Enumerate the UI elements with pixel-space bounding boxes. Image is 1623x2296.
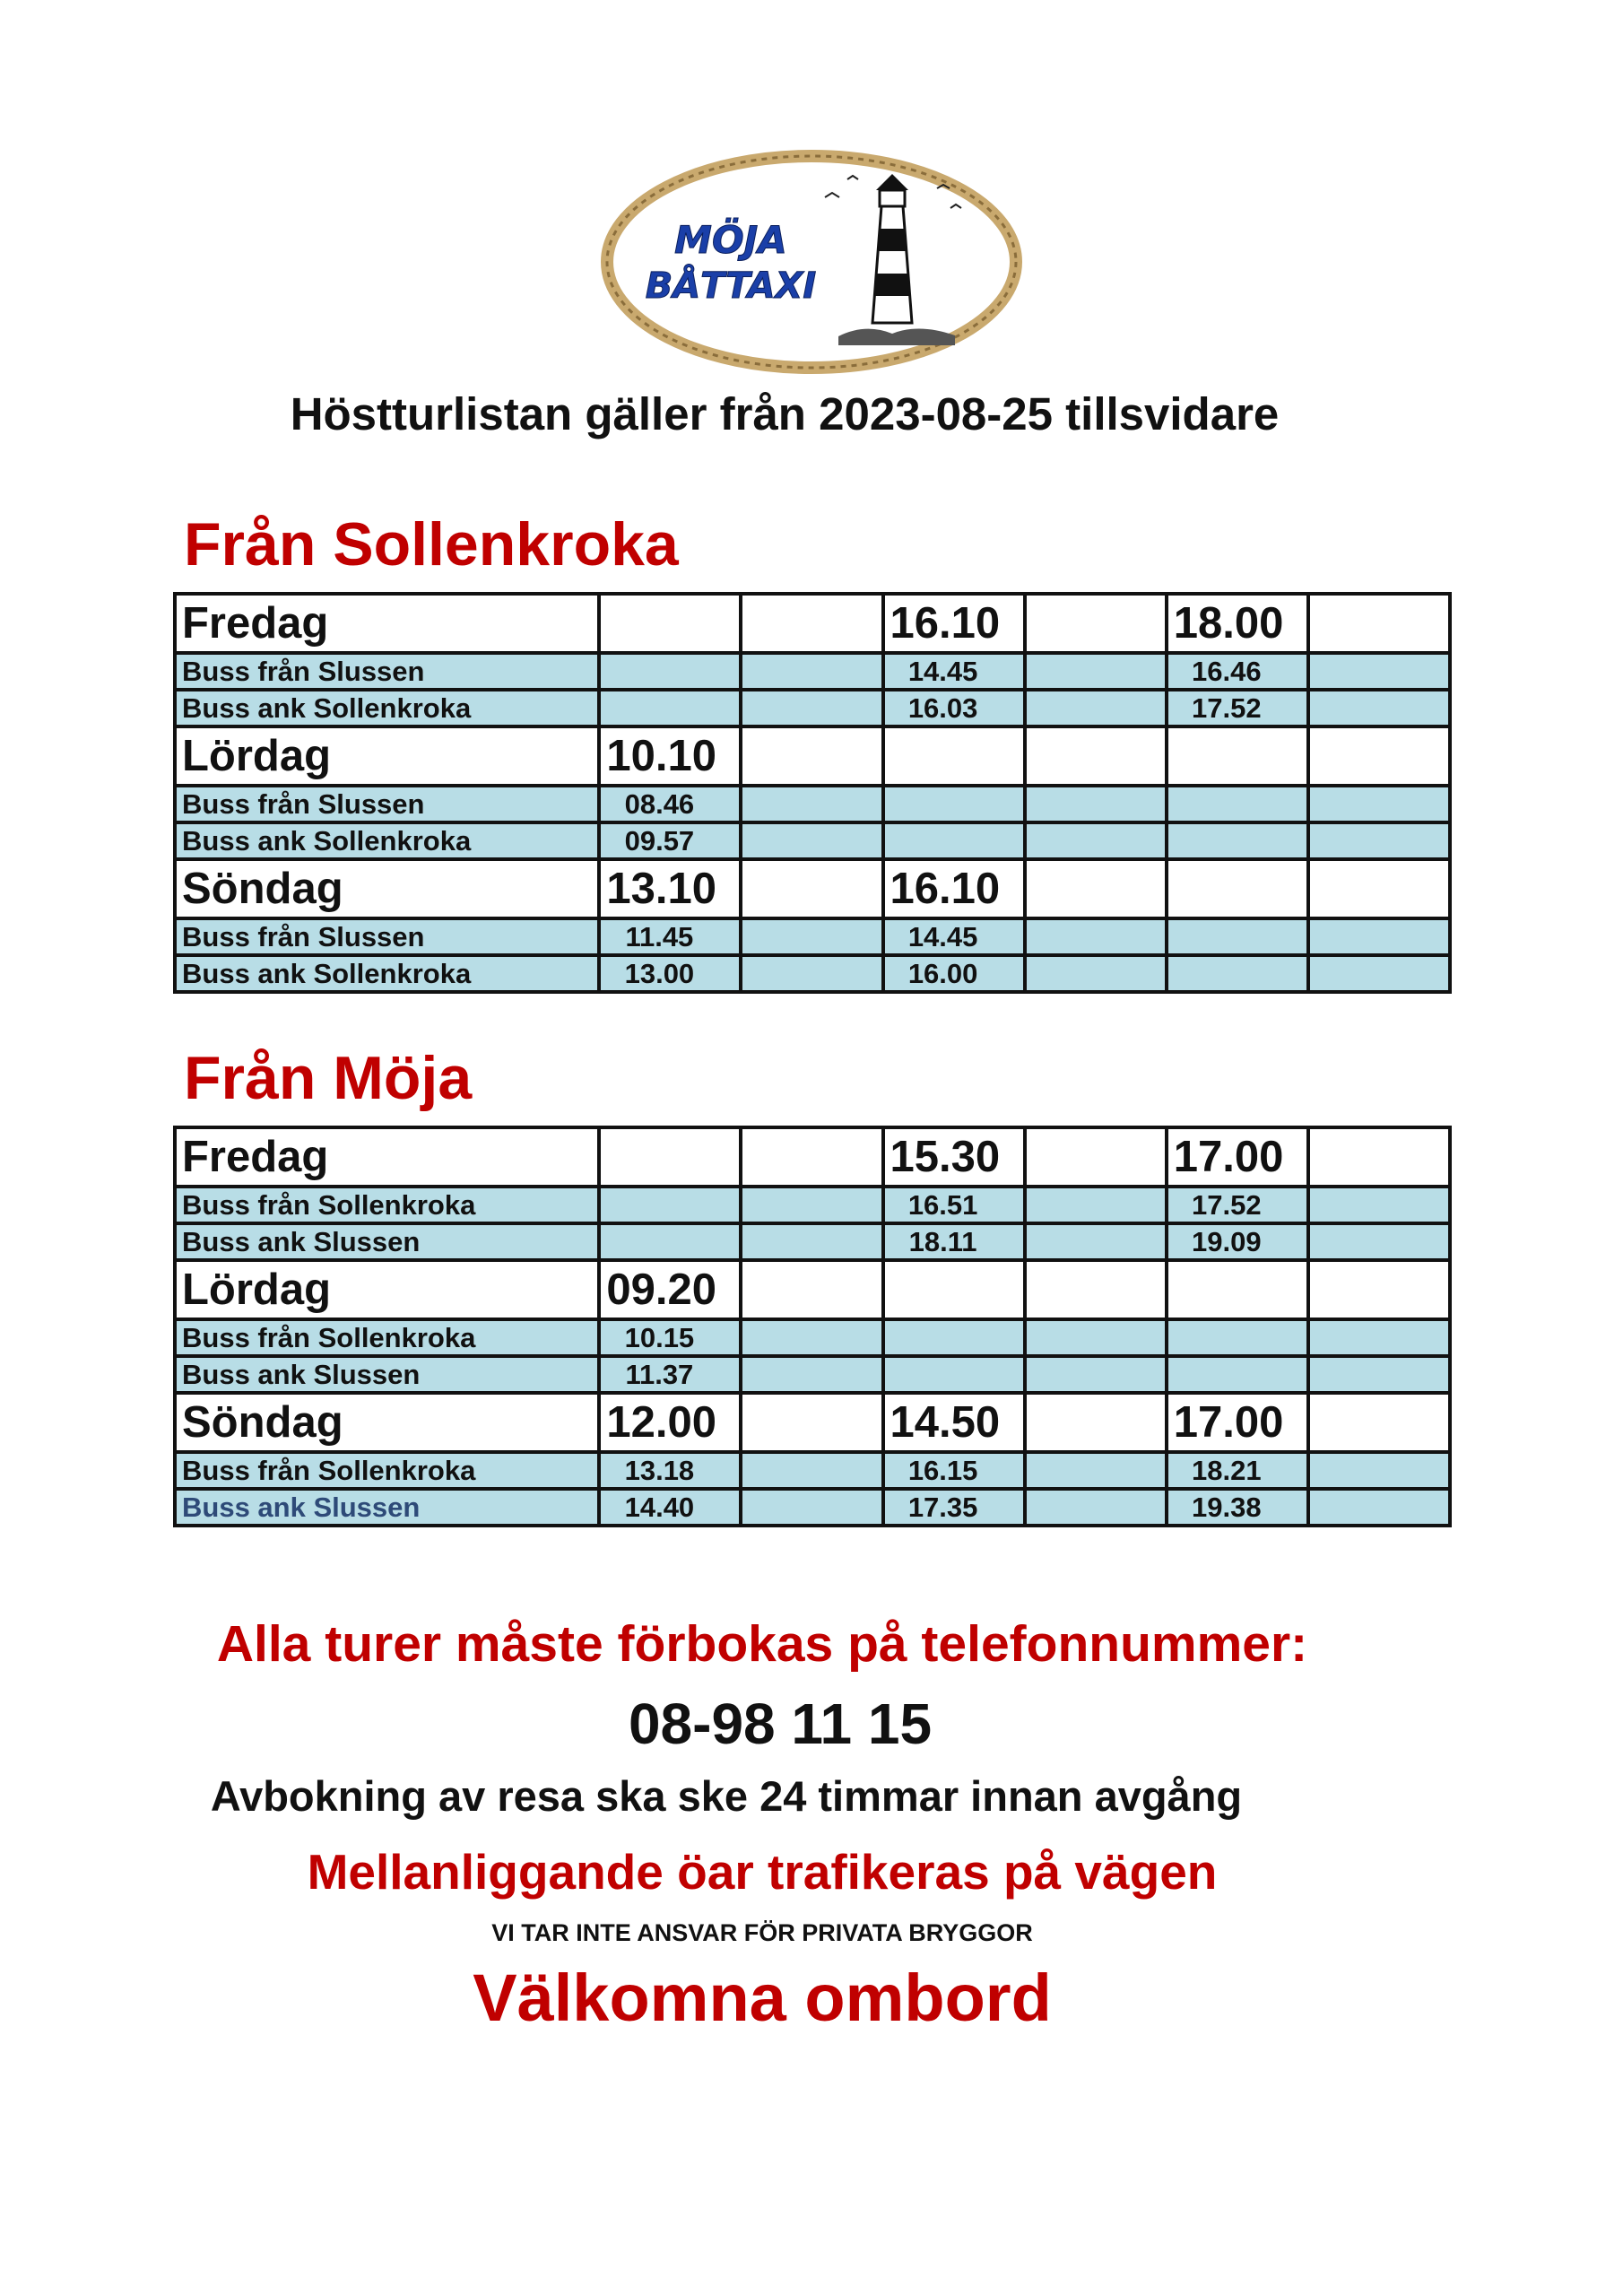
time-cell: 16.00	[883, 955, 1025, 992]
time-cell	[741, 653, 882, 690]
cancellation-notice: Avbokning av resa ska ske 24 timmar innan avgång	[210, 1772, 1243, 1820]
bus-row	[175, 690, 1450, 726]
bus-label: Buss från Sollenkroka	[175, 1319, 599, 1356]
time-cell	[599, 1187, 741, 1223]
time-cell	[1167, 955, 1308, 992]
time-cell	[1308, 822, 1450, 859]
time-cell	[1308, 918, 1450, 955]
time-cell	[1025, 1452, 1167, 1489]
section-title-sollenkroka: Från Sollenkroka	[184, 510, 679, 578]
time-cell	[741, 1356, 882, 1393]
time-cell	[1025, 1489, 1167, 1526]
time-cell	[883, 1356, 1025, 1393]
time-cell: 17.35	[883, 1489, 1025, 1526]
time-cell	[1308, 690, 1450, 726]
bus-row	[175, 1489, 1450, 1526]
time-cell	[1308, 1489, 1450, 1526]
welcome-message: Välkomna ombord	[473, 1961, 1052, 2035]
time-cell: 16.10	[883, 594, 1025, 653]
time-cell: 18.00	[1167, 594, 1308, 653]
day-row	[175, 859, 1450, 918]
time-cell: 14.40	[599, 1489, 741, 1526]
time-cell: 14.50	[883, 1393, 1025, 1452]
time-cell	[1025, 1223, 1167, 1260]
time-cell	[883, 786, 1025, 822]
time-cell: 14.45	[883, 653, 1025, 690]
time-cell: 16.46	[1167, 653, 1308, 690]
time-cell	[1308, 594, 1450, 653]
time-cell: 17.52	[1167, 1187, 1308, 1223]
time-cell	[1025, 859, 1167, 918]
bus-label: Buss ank Sollenkroka	[175, 955, 599, 992]
time-cell: 10.10	[599, 726, 741, 786]
bus-row	[175, 822, 1450, 859]
time-cell	[741, 1187, 882, 1223]
time-cell	[1167, 1356, 1308, 1393]
time-cell: 10.15	[599, 1319, 741, 1356]
day-label: Söndag	[175, 859, 599, 918]
time-cell	[599, 690, 741, 726]
schedule-validity-title: Höstturlistan gäller från 2023-08-25 tillsvidare	[290, 388, 1280, 439]
day-label: Fredag	[175, 1127, 599, 1187]
time-cell: 17.00	[1167, 1393, 1308, 1452]
time-cell	[1167, 726, 1308, 786]
islands-notice: Mellanliggande öar trafikeras på vägen	[307, 1844, 1218, 1900]
time-cell: 13.00	[599, 955, 741, 992]
time-cell	[1308, 1187, 1450, 1223]
time-cell	[1167, 1319, 1308, 1356]
time-cell: 19.38	[1167, 1489, 1308, 1526]
day-label: Lördag	[175, 726, 599, 786]
time-cell	[741, 1223, 882, 1260]
time-cell	[741, 1452, 882, 1489]
day-row	[175, 1260, 1450, 1319]
time-cell: 09.57	[599, 822, 741, 859]
time-cell: 13.10	[599, 859, 741, 918]
time-cell: 18.11	[883, 1223, 1025, 1260]
time-cell	[1308, 786, 1450, 822]
time-cell	[741, 1127, 882, 1187]
time-cell: 15.30	[883, 1127, 1025, 1187]
bus-label: Buss ank Slussen	[175, 1223, 599, 1260]
time-cell: 17.00	[1167, 1127, 1308, 1187]
bus-label: Buss från Slussen	[175, 918, 599, 955]
logo-line1: MÖJA	[674, 218, 787, 262]
timetable-from-moja	[173, 1126, 1452, 1527]
time-cell	[1025, 1356, 1167, 1393]
booking-notice: Alla turer måste förbokas på telefonnummer:	[216, 1615, 1308, 1673]
bus-row	[175, 1356, 1450, 1393]
day-label: Fredag	[175, 594, 599, 653]
time-cell	[1167, 918, 1308, 955]
bus-row	[175, 1223, 1450, 1260]
time-cell	[883, 822, 1025, 859]
bus-label: Buss från Slussen	[175, 653, 599, 690]
time-cell	[1308, 1319, 1450, 1356]
time-cell	[741, 1319, 882, 1356]
bus-label: Buss från Slussen	[175, 786, 599, 822]
time-cell	[1025, 594, 1167, 653]
time-cell: 11.45	[599, 918, 741, 955]
time-cell	[1308, 1356, 1450, 1393]
time-cell: 14.45	[883, 918, 1025, 955]
time-cell	[741, 594, 882, 653]
time-cell: 13.18	[599, 1452, 741, 1489]
time-cell	[1308, 653, 1450, 690]
time-cell	[1025, 690, 1167, 726]
bus-label: Buss ank Slussen	[175, 1489, 599, 1526]
time-cell	[741, 1489, 882, 1526]
time-cell	[1025, 726, 1167, 786]
time-cell	[1167, 859, 1308, 918]
day-label: Söndag	[175, 1393, 599, 1452]
timetable-from-sollenkroka	[173, 592, 1452, 994]
bus-row	[175, 786, 1450, 822]
time-cell	[1025, 955, 1167, 992]
time-cell	[741, 1260, 882, 1319]
time-cell: 16.03	[883, 690, 1025, 726]
bus-row	[175, 1187, 1450, 1223]
bus-label: Buss från Sollenkroka	[175, 1187, 599, 1223]
time-cell: 18.21	[1167, 1452, 1308, 1489]
time-cell: 09.20	[599, 1260, 741, 1319]
time-cell	[599, 1223, 741, 1260]
day-row	[175, 1127, 1450, 1187]
time-cell	[1025, 786, 1167, 822]
phone-number: 08-98 11 15	[628, 1692, 933, 1756]
time-cell: 12.00	[599, 1393, 741, 1452]
bus-label: Buss ank Sollenkroka	[175, 690, 599, 726]
time-cell	[599, 594, 741, 653]
time-cell: 16.10	[883, 859, 1025, 918]
time-cell: 08.46	[599, 786, 741, 822]
time-cell	[1308, 859, 1450, 918]
time-cell	[1025, 1127, 1167, 1187]
time-cell	[1308, 1127, 1450, 1187]
time-cell	[1025, 653, 1167, 690]
time-cell	[1025, 1260, 1167, 1319]
bus-label: Buss från Sollenkroka	[175, 1452, 599, 1489]
time-cell	[1025, 822, 1167, 859]
logo-line2: BÅTTAXI	[645, 265, 817, 307]
time-cell: 11.37	[599, 1356, 741, 1393]
section-title-moja: Från Möja	[184, 1044, 473, 1112]
time-cell	[1308, 726, 1450, 786]
day-label: Lördag	[175, 1260, 599, 1319]
time-cell	[741, 786, 882, 822]
time-cell	[883, 1319, 1025, 1356]
bus-label: Buss ank Slussen	[175, 1356, 599, 1393]
time-cell	[1308, 1223, 1450, 1260]
time-cell	[1025, 1187, 1167, 1223]
time-cell	[741, 690, 882, 726]
time-cell	[1167, 1260, 1308, 1319]
time-cell	[1025, 918, 1167, 955]
bus-row	[175, 1319, 1450, 1356]
time-cell	[1025, 1393, 1167, 1452]
day-row	[175, 1393, 1450, 1452]
time-cell	[741, 822, 882, 859]
time-cell	[599, 653, 741, 690]
moja-battaxi-logo	[596, 144, 1027, 381]
time-cell	[1308, 955, 1450, 992]
time-cell	[741, 726, 882, 786]
time-cell	[883, 1260, 1025, 1319]
bus-label: Buss ank Sollenkroka	[175, 822, 599, 859]
time-cell	[1167, 822, 1308, 859]
bus-row	[175, 1452, 1450, 1489]
time-cell: 16.15	[883, 1452, 1025, 1489]
time-cell	[1308, 1452, 1450, 1489]
time-cell	[741, 1393, 882, 1452]
day-row	[175, 726, 1450, 786]
time-cell	[599, 1127, 741, 1187]
time-cell	[883, 726, 1025, 786]
bus-row	[175, 653, 1450, 690]
time-cell: 19.09	[1167, 1223, 1308, 1260]
time-cell: 17.52	[1167, 690, 1308, 726]
time-cell	[1167, 786, 1308, 822]
time-cell	[741, 918, 882, 955]
time-cell	[1308, 1260, 1450, 1319]
time-cell	[1308, 1393, 1450, 1452]
bus-row	[175, 918, 1450, 955]
time-cell	[741, 955, 882, 992]
time-cell: 16.51	[883, 1187, 1025, 1223]
time-cell	[1025, 1319, 1167, 1356]
disclaimer: VI TAR INTE ANSVAR FÖR PRIVATA BRYGGOR	[491, 1919, 1033, 1946]
day-row	[175, 594, 1450, 653]
time-cell	[741, 859, 882, 918]
bus-row	[175, 955, 1450, 992]
